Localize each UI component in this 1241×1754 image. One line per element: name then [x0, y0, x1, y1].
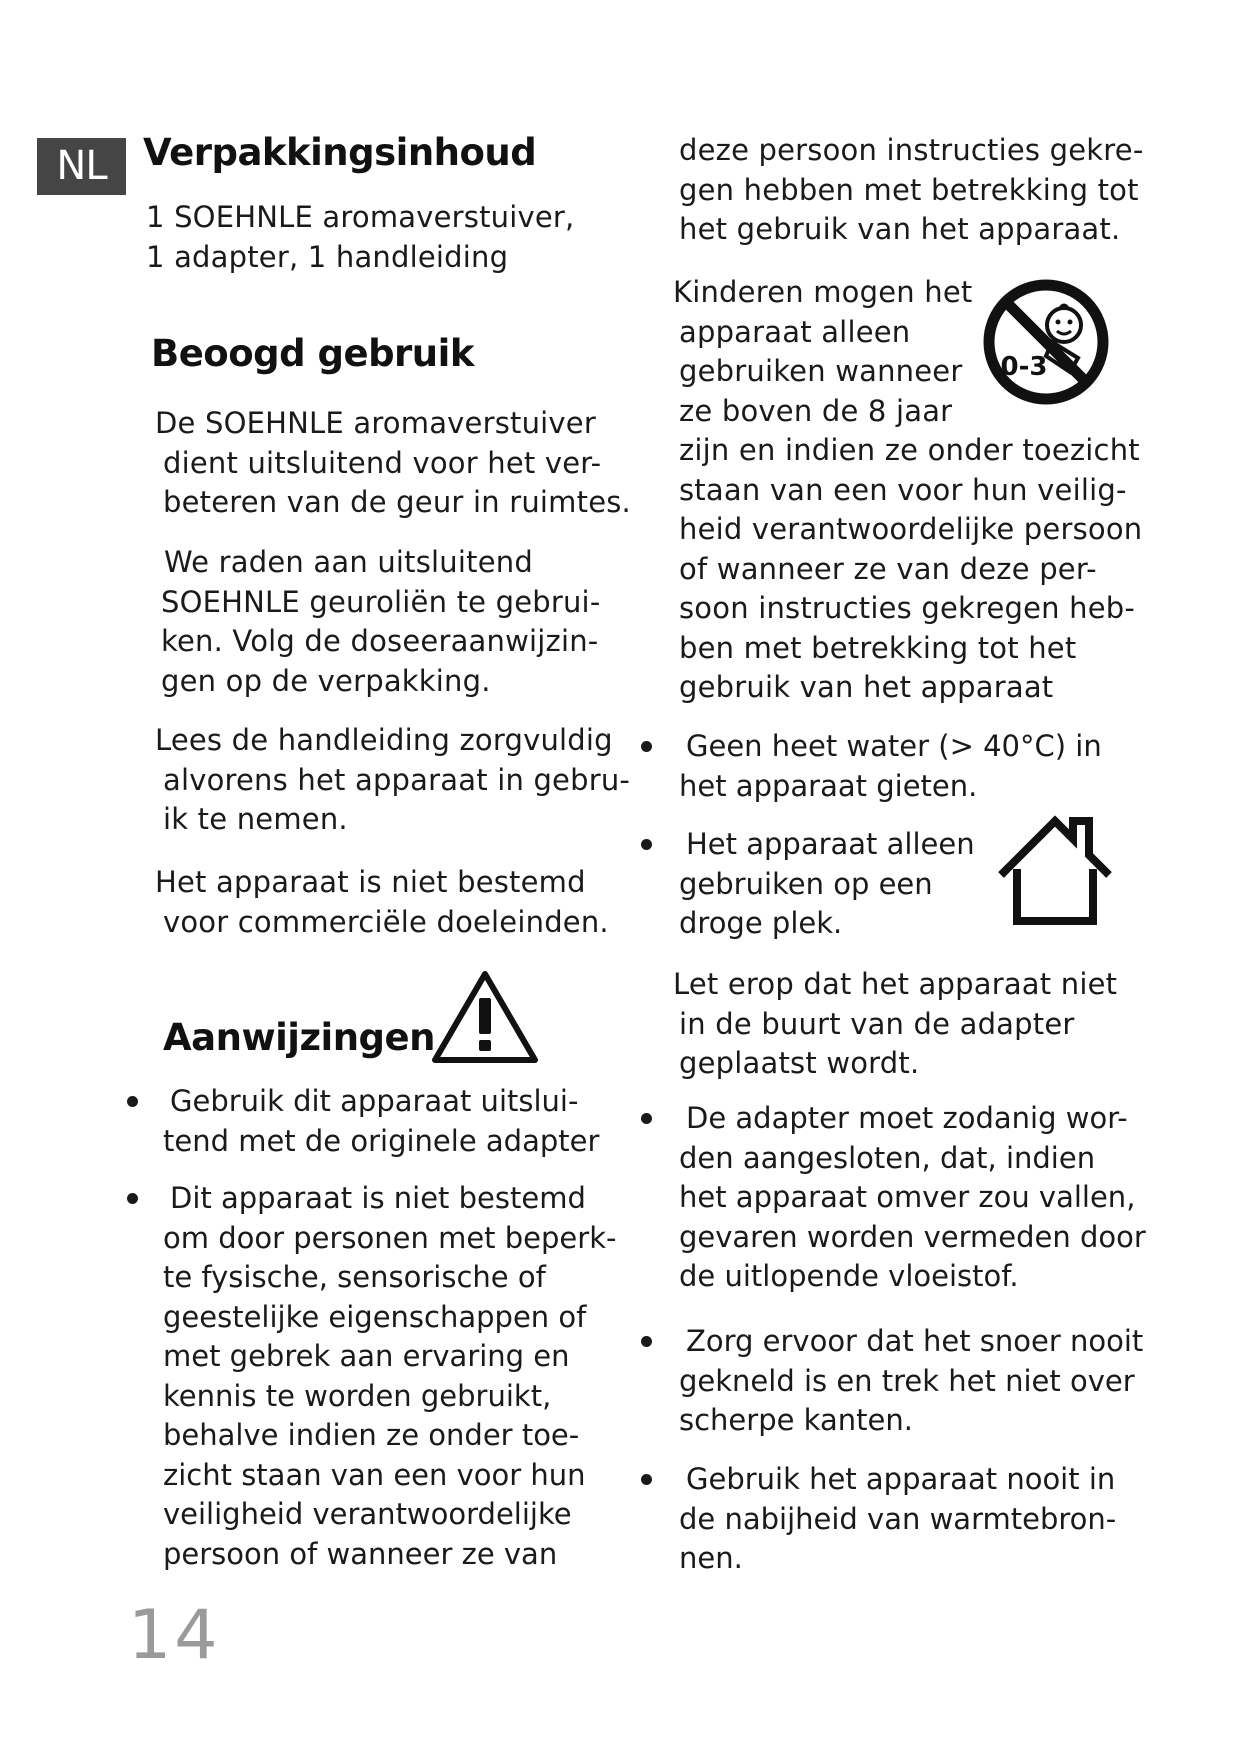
bullet-dot: [127, 1193, 138, 1204]
intended-use-paragraph-3: Lees de handleiding zorgvuldig alvorens het apparaat in gebru- ik te nemen.: [155, 723, 631, 836]
packaging-contents: 1 SOEHNLE aromaverstuiver, 1 adapter, 1 handleiding: [146, 200, 575, 274]
instruction-bullet-2: Dit apparaat is niet bestemd om door personen met beperk- te fysische, sensorische of geestelijke eigenschappen of met gebrek aan ervaring en kennis te worden gebruikt, behalve indien ze onder toe- zicht staan van een voor hun veiligheid verantwoordelijke persoon of wanneer ze van: [163, 1181, 617, 1571]
instructions-heading: Aanwijzingen: [163, 1016, 435, 1059]
warning-triangle-icon: [430, 968, 540, 1066]
packaging-heading: Verpakkingsinhoud: [143, 131, 537, 174]
bullet-dot: [127, 1096, 138, 1107]
intended-use-paragraph-2: We raden aan uitsluitend SOEHNLE geuroliën te gebrui- ken. Volg de doseeraanwijzin- gen op de verpakking.: [161, 545, 601, 698]
intended-use-paragraph-4: Het apparaat is niet bestemd voor commerciële doeleinden.: [155, 865, 609, 939]
svg-text:0-3: 0-3: [1000, 352, 1048, 382]
adapter-connect-bullet: De adapter moet zodanig wor- den aangesloten, dat, indien het apparaat omver zou vallen, gevaren worden vermeden door de uitlopende vloeistof.: [679, 1101, 1146, 1293]
hot-water-bullet: Geen heet water (> 40°C) in het apparaat gieten.: [679, 729, 1102, 803]
cord-bullet: Zorg ervoor dat het snoer nooit geknеld is en trek het niet over scherpe kanten.: [679, 1324, 1144, 1437]
bullet-dot: [641, 839, 652, 850]
no-children-0-3-icon: [982, 278, 1110, 406]
page-number: 14: [128, 1596, 221, 1675]
children-paragraph: Kinderen mogen het apparaat alleen gebruiken wanneer ze boven de 8 jaar zijn en indien ze onder toezicht staan van een voor hun veilig- heid verantwoordelijke persoon of wanneer ze van deze per- soon instructies gekregen heb- ben met betrekking tot het gebruik van het apparaat: [673, 275, 1143, 704]
bullet-dot: [641, 741, 652, 752]
heat-sources-bullet: Gebruik het apparaat nooit in de nabijheid van warmtebron- nen.: [679, 1462, 1117, 1575]
adapter-note-paragraph: Let erop dat het apparaat niet in de buurt van de adapter geplaatst wordt.: [673, 967, 1118, 1080]
bullet-dot: [641, 1474, 652, 1485]
dry-place-bullet: Het apparaat alleen gebruiken op een droge plek.: [679, 827, 975, 940]
bullet-dot: [641, 1113, 652, 1124]
continuation-paragraph: deze persoon instructies gekre- gen hebben met betrekking tot het gebruik van het apparaat.: [679, 133, 1144, 246]
intended-use-paragraph-1: De SOEHNLE aromaverstuiver dient uitsluitend voor het ver- beteren van de geur in ruimtes.: [155, 406, 631, 519]
intended-use-heading: Beoogd gebruik: [151, 332, 474, 375]
house-icon: [995, 813, 1115, 928]
language-badge: NL: [37, 138, 126, 195]
bullet-dot: [641, 1336, 652, 1347]
instruction-bullet-1: Gebruik dit apparaat uitslui- tend met de originele adapter: [163, 1084, 600, 1158]
